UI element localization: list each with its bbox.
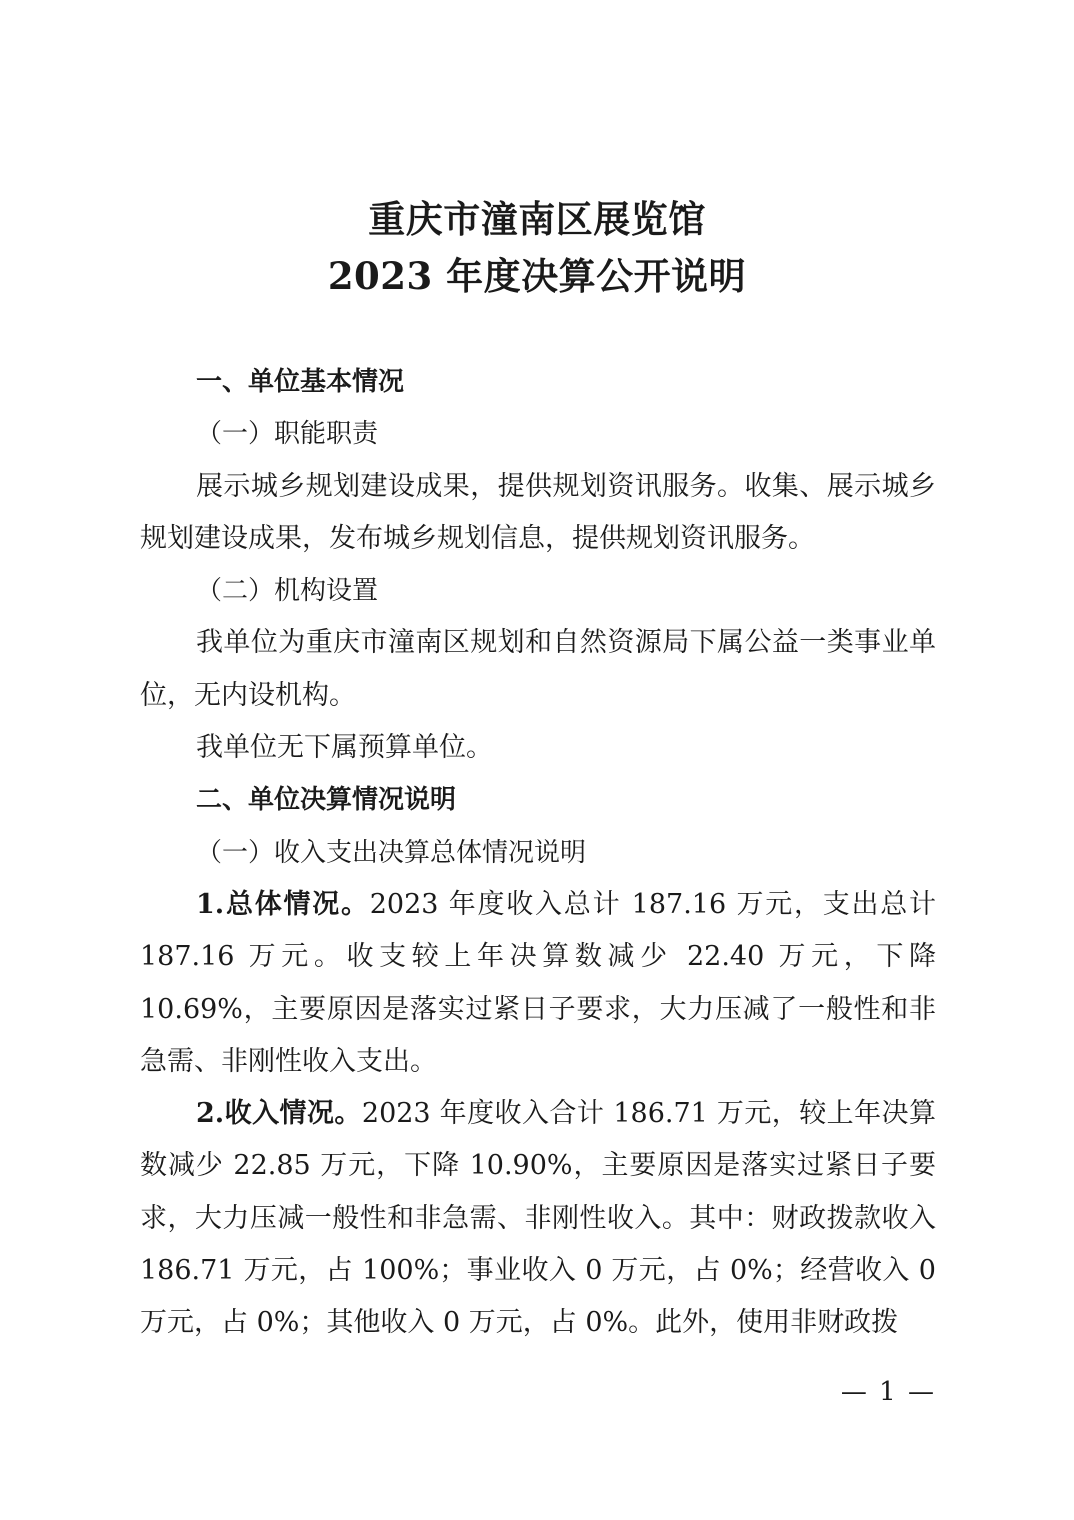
paragraph-income-text: 2023 年度收入合计 186.71 万元，较上年决算数减少 22.85 万元，下降 10.90%，主要原因是落实过紧日子要求，大力压减一般性和非急需、非刚性收入。其中：财政拨款收入 186.71 万元，占 100%；事业收入 0 万元，占 0%；经营收入 0 万元，占 0%；其他收入 0 万元，占 0%。此外，使用非财政拨 <box>140 1098 937 1339</box>
paragraph-functions: 展示城乡规划建设成果，提供规划资讯服务。收集、展示城乡规划建设成果，发布城乡规划信息，提供规划资讯服务。 <box>140 470 936 554</box>
document-title-line1: 重庆市潼南区展览馆 <box>368 197 706 241</box>
paragraph-overall-text: 2023 年度收入总计 187.16 万元，支出总计 187.16 万元。收支较上年决算数减少 22.40 万元，下降 10.69%，主要原因是落实过紧日子要求，大力压减了一般性和非急需、非刚性收入支出。 <box>140 888 937 1077</box>
paragraph-income-lead: 2.收入情况。 <box>196 1098 362 1130</box>
paragraph-organization: 我单位为重庆市潼南区规划和自然资源局下属公益一类事业单位，无内设机构。 <box>140 627 936 711</box>
paragraph-overall <box>140 879 936 1088</box>
section-heading-basic-info: 一、单位基本情况 <box>196 367 405 397</box>
paragraph-subordinate-units: 我单位无下属预算单位。 <box>196 732 493 764</box>
document-title-line2: 2023 年度决算公开说明 <box>327 254 747 298</box>
paragraph-income <box>140 1088 936 1349</box>
subsection-heading-functions: （一）职能职责 <box>196 419 379 450</box>
paragraph-overall-lead: 1.总体情况。 <box>196 888 370 920</box>
subsection-heading-income-expense-overview: （一）收入支出决算总体情况说明 <box>196 837 587 868</box>
section-heading-final-accounts: 二、单位决算情况说明 <box>196 785 457 816</box>
page-number: — 1 — <box>840 1377 936 1407</box>
document-body <box>140 356 936 1350</box>
subsection-heading-organization: （二）机构设置 <box>196 576 379 607</box>
